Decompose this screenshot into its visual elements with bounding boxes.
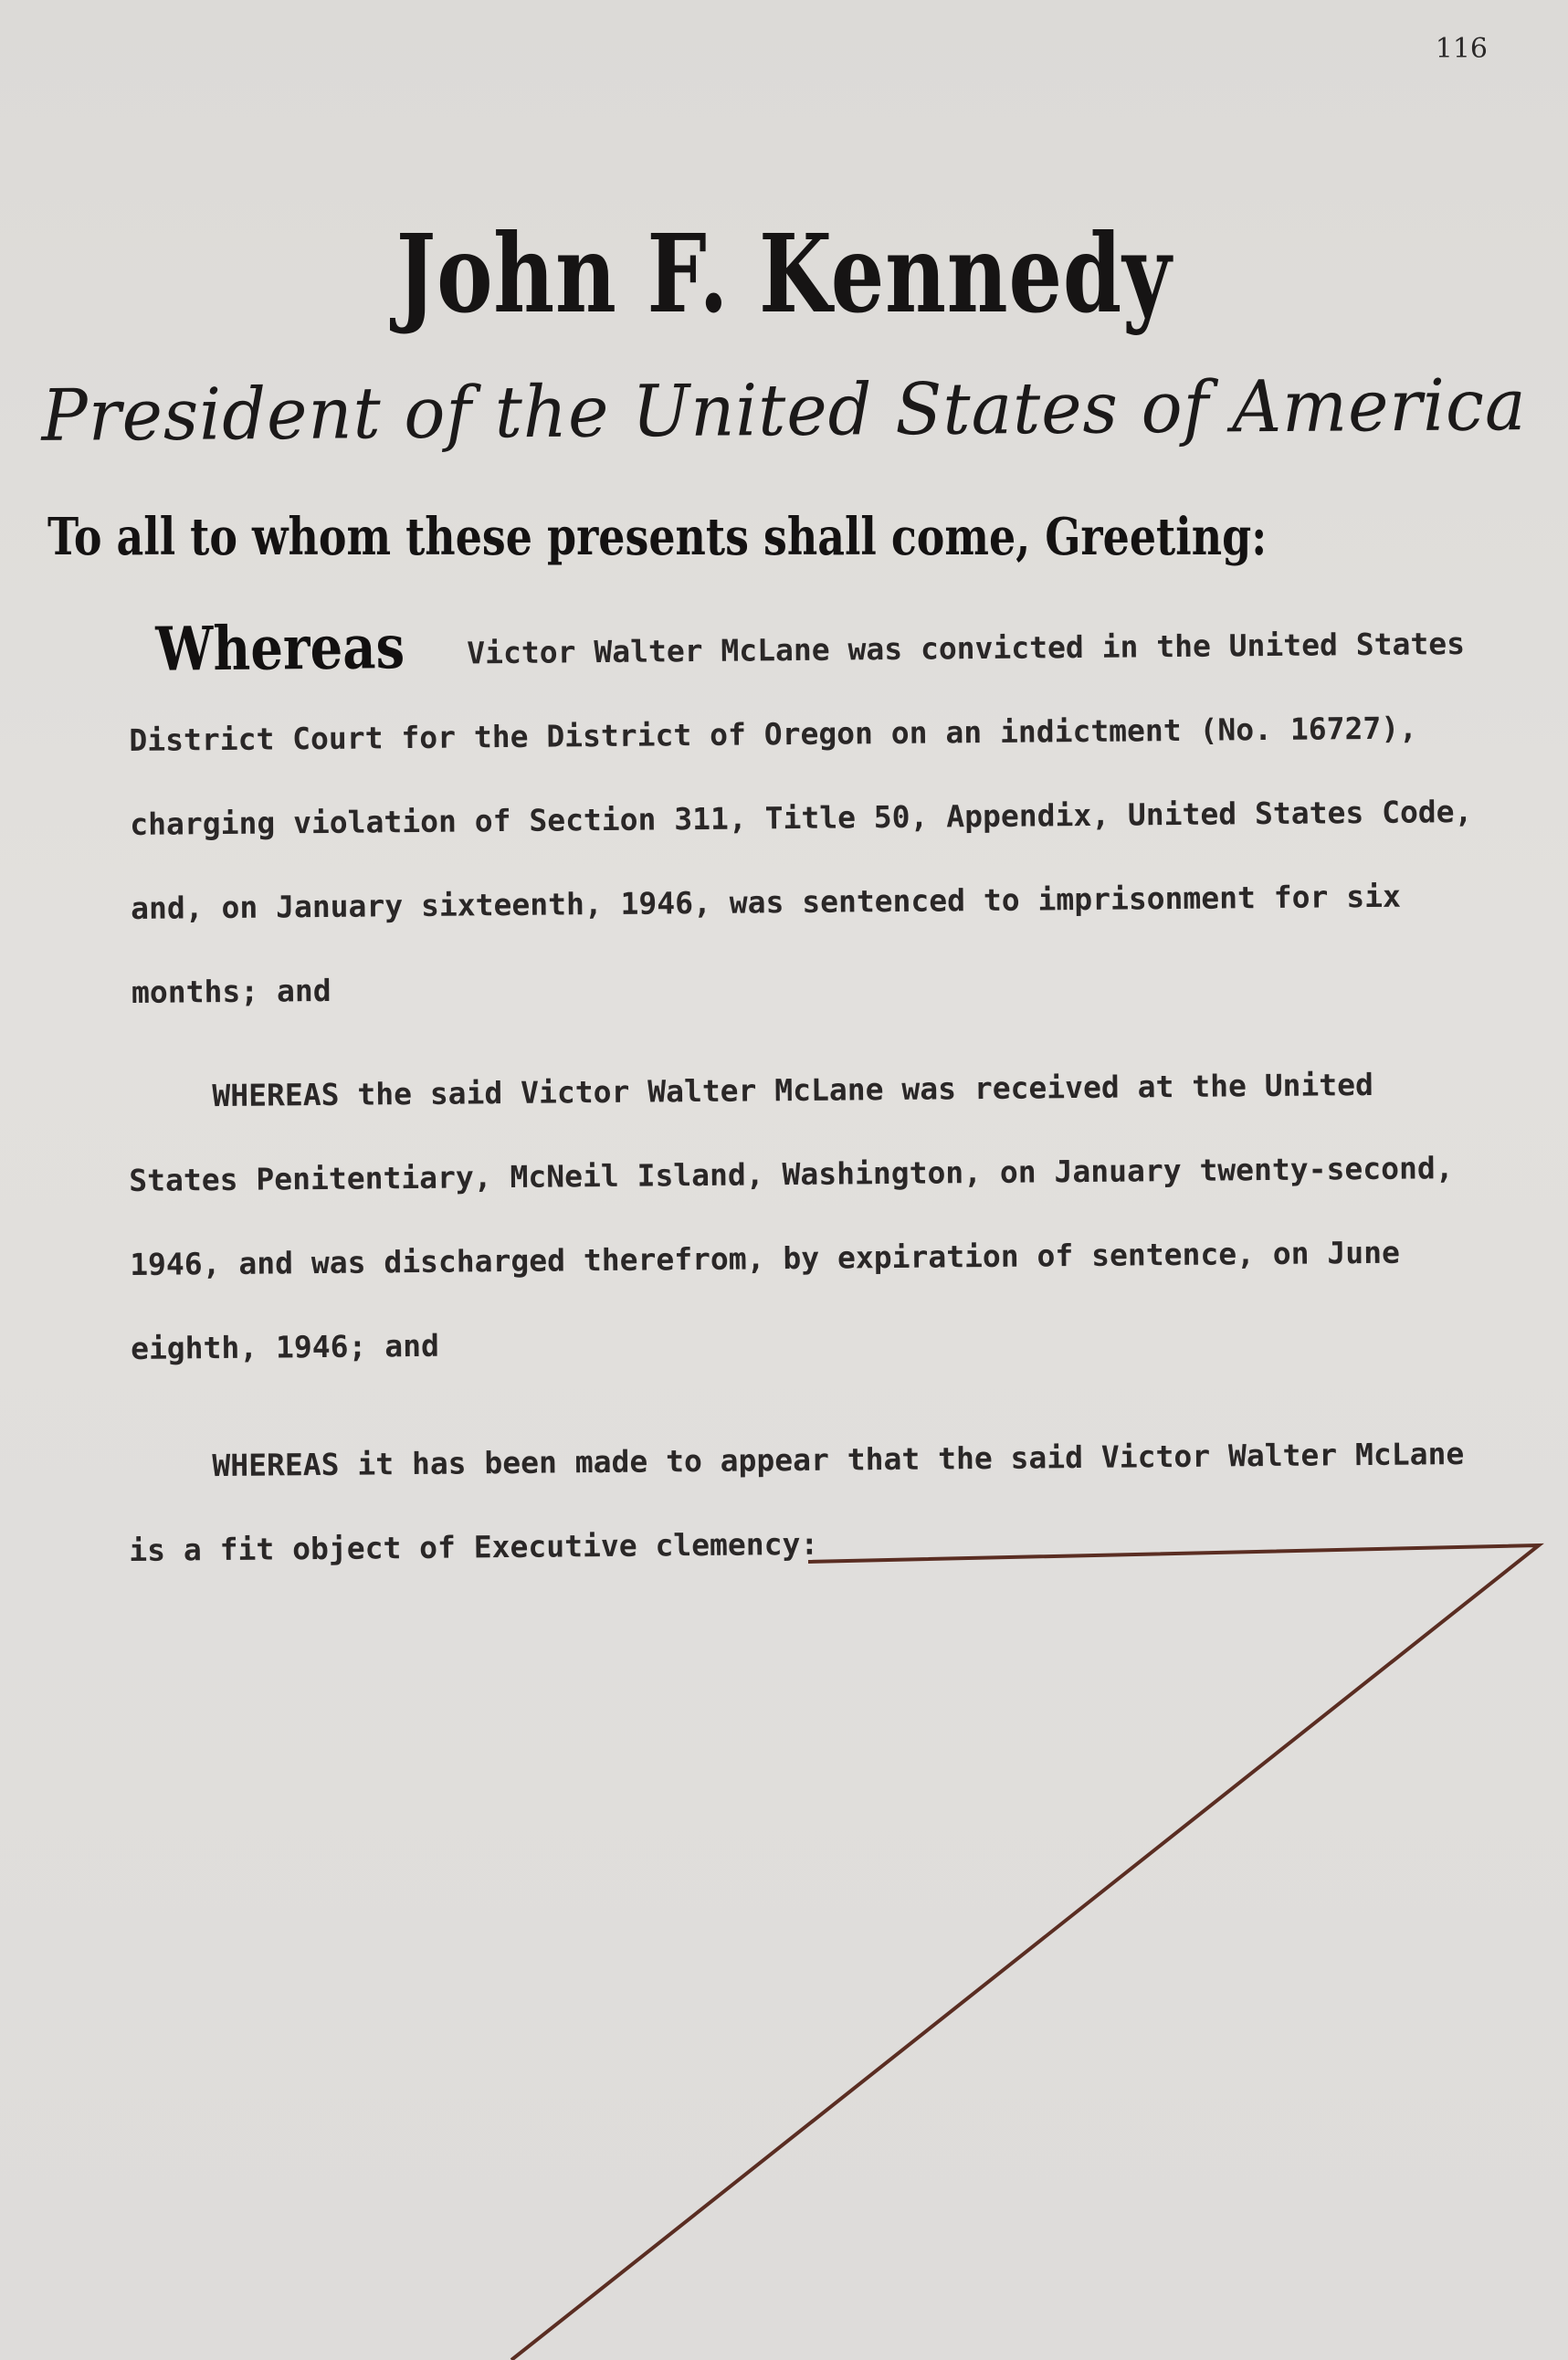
document-title: John F. Kennedy <box>395 210 1173 337</box>
paragraph-1-line-4: and, on January sixteenth, 1946, was sentenced to imprisonment for six <box>130 878 1402 926</box>
paragraph-3-line-1-text: WHEREAS it has been made to appear that the said Victor Walter McLane <box>212 1435 1465 1484</box>
page-number: 116 <box>1435 33 1488 65</box>
greeting-line: To all to whom these presents shall come, Greeting: <box>47 507 1268 567</box>
paragraph-1-line-3: charging violation of Section 311, Title 50, Appendix, United States Code, <box>130 793 1473 842</box>
z-strike-stroke <box>511 1545 1539 2360</box>
paragraph-1-line-5: months; and <box>131 972 331 1010</box>
paragraph-2-line-2: States Penitentiary, McNeil Island, Washington, on January twenty-second, <box>129 1150 1454 1198</box>
whereas-lead-word: Whereas <box>155 611 405 685</box>
paragraph-1-line-1-text: Victor Walter McLane was convicted in the United States <box>467 625 1466 671</box>
paragraph-1-line-2: District Court for the District of Oregon on an indictment (No. 16727), <box>129 710 1418 758</box>
paragraph-3-line-2: is a fit object of Executive clemency: <box>129 1525 819 1568</box>
document-subtitle: President of the United States of America <box>41 364 1527 458</box>
paragraph-2-line-4: eighth, 1946; and <box>130 1327 440 1366</box>
paragraph-2-line-3: 1946, and was discharged therefrom, by expiration of sentence, on June <box>130 1234 1401 1282</box>
paragraph-2-line-1-text: WHEREAS the said Victor Walter McLane was received at the United <box>212 1066 1374 1114</box>
